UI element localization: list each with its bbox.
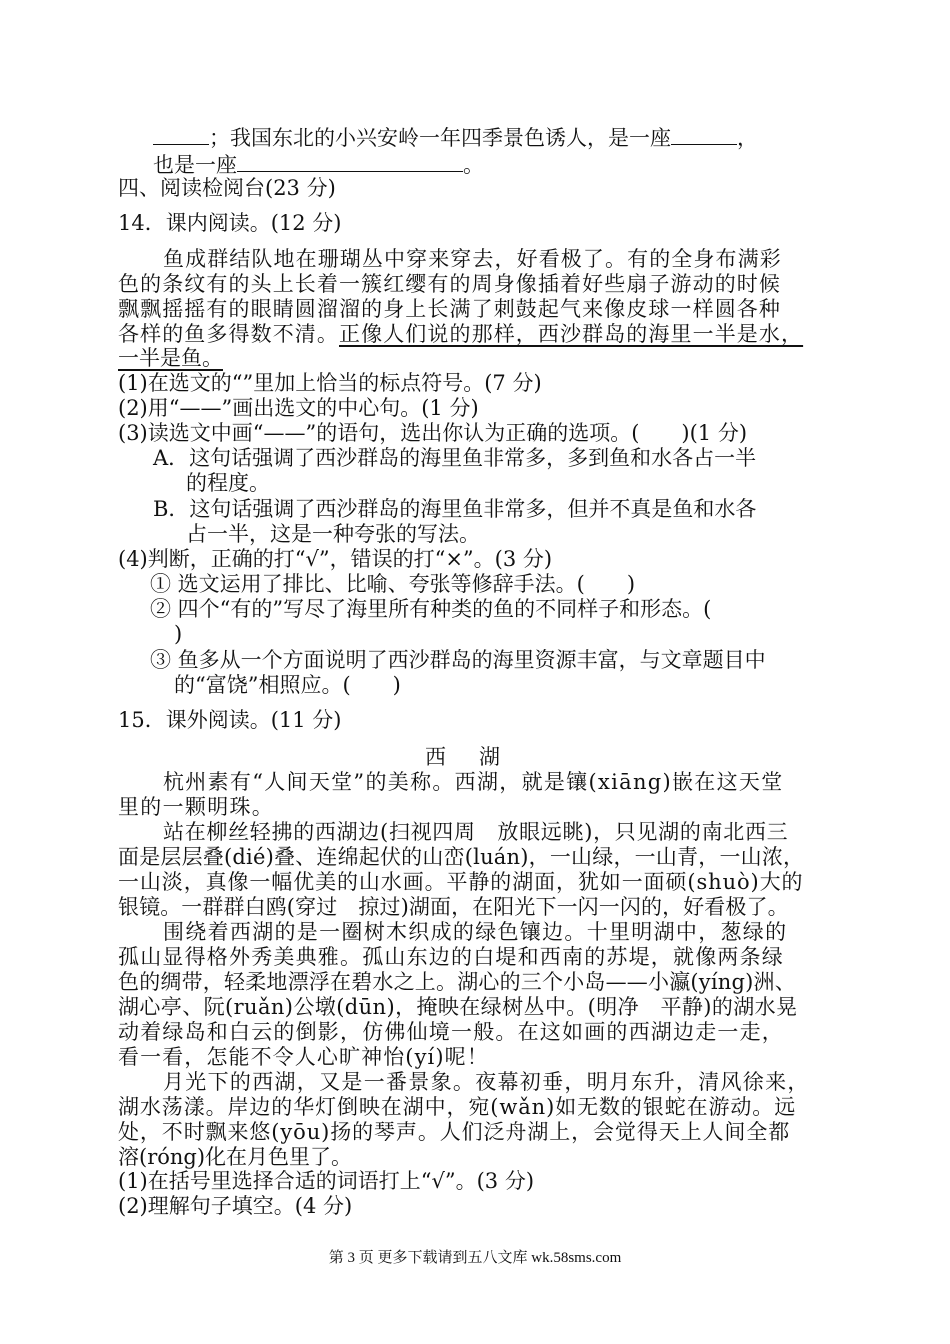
sub-question-1: (1)在选文的“”里加上恰当的标点符号。(7 分) bbox=[118, 371, 542, 395]
fill-line-1 bbox=[153, 124, 758, 150]
article-title: 西 湖 bbox=[425, 745, 506, 769]
article-line: 处，不时飘来悠(yōu)扬的琴声。人们泛舟湖上，会觉得天上人间全都 bbox=[118, 1120, 791, 1144]
judge-item-2-cont: ) bbox=[174, 622, 183, 646]
passage-line: 色的条纹有的头上长着一簇红缨有的周身像插着好些扇子游动的时候 bbox=[118, 272, 781, 296]
question-14-title: 14．课内阅读。(12 分) bbox=[118, 211, 342, 235]
answer-blank[interactable] bbox=[153, 124, 209, 145]
underlined-sentence: 一半是鱼。 bbox=[118, 346, 223, 370]
article-line: 里的一颗明珠。 bbox=[118, 795, 275, 819]
article-line: 面是层层叠(dié)叠、连绵起伏的山峦(luán)，一山绿，一山青，一山浓， bbox=[118, 845, 805, 869]
sub-question-1: (1)在括号里选择合适的词语打上“√”。(3 分) bbox=[118, 1169, 535, 1193]
option-a[interactable]: A．这句话强调了西沙群岛的海里鱼非常多，多到鱼和水各占一半 bbox=[153, 446, 757, 470]
option-a-cont: 的程度。 bbox=[186, 471, 270, 495]
article-line: 围绕着西湖的是一圈树木织成的绿色镶边。十里明湖中，葱绿的 bbox=[163, 920, 788, 944]
answer-blank[interactable] bbox=[237, 151, 463, 172]
article-line: 银镜。一群群白鸥(穿过 掠过)湖面，在阳光下一闪一闪的，好看极了。 bbox=[118, 895, 789, 919]
article-line: 动着绿岛和白云的倒影，仿佛仙境一般。在这如画的西湖边走一走， bbox=[118, 1020, 784, 1044]
judge-item-2: ② 四个“有的”写尽了海里所有种类的鱼的不同样子和形态。( bbox=[150, 597, 712, 621]
passage-line bbox=[118, 322, 803, 346]
article-line: 湖水荡漾。岸边的华灯倒映在湖中，宛(wǎn)如无数的银蛇在游动。远 bbox=[118, 1095, 797, 1119]
article-line: 溶(róng)化在月色里了。 bbox=[118, 1145, 353, 1169]
judge-item-3-cont: 的“富饶”相照应。( ) bbox=[174, 673, 401, 697]
underlined-sentence: 正像人们说的那样，西沙群岛的海里一半是水， bbox=[339, 322, 804, 346]
fill-line-2 bbox=[153, 151, 484, 177]
question-15-title: 15．课外阅读。(11 分) bbox=[118, 708, 342, 732]
fill-text: 也是一座 bbox=[153, 153, 237, 177]
sub-question-3: (3)读选文中画“——”的语句，选出你认为正确的选项。( )(1 分) bbox=[118, 421, 748, 445]
page-footer: 第 3 页 更多下载请到五八文库 wk.58sms.com bbox=[328, 1250, 622, 1266]
article-line: 站在柳丝轻拂的西湖边(扫视四周 放眼远眺)，只见湖的南北西三 bbox=[163, 820, 789, 844]
sub-question-4: (4)判断，正确的打“√”，错误的打“×”。(3 分) bbox=[118, 547, 553, 571]
passage-text: 各样的鱼多得数不清。 bbox=[118, 322, 339, 346]
section-heading: 四、阅读检阅台(23 分) bbox=[118, 176, 336, 200]
answer-blank[interactable] bbox=[671, 124, 737, 145]
fill-text: 。 bbox=[463, 153, 484, 177]
article-line: 孤山显得格外秀美典雅。孤山东边的白堤和西南的苏堤，就像两条绿 bbox=[118, 945, 784, 969]
option-b-cont: 占一半，这是一种夸张的写法。 bbox=[186, 522, 480, 546]
option-b[interactable]: B．这句话强调了西沙群岛的海里鱼非常多，但并不真是鱼和水各 bbox=[153, 497, 757, 521]
article-line: 色的绸带，轻柔地漂浮在碧水之上。湖心的三个小岛——小瀛(yíng)洲、 bbox=[118, 970, 796, 994]
passage-line: 飘飘摇摇有的眼睛圆溜溜的身上长满了刺鼓起气来像皮球一样圆各种 bbox=[118, 297, 781, 321]
article-line: 杭州素有“人间天堂”的美称。西湖，就是镶(xiāng)嵌在这天堂 bbox=[163, 770, 784, 794]
fill-text: ；我国东北的小兴安岭一年四季景色诱人，是一座 bbox=[209, 126, 671, 150]
passage-line: 鱼成群结队地在珊瑚丛中穿来穿去，好看极了。有的全身布满彩 bbox=[163, 247, 782, 271]
article-line: 一山淡，真像一幅优美的山水画。平静的湖面，犹如一面硕(shuò)大的 bbox=[118, 870, 804, 894]
fill-text: ， bbox=[737, 126, 758, 150]
article-line: 看一看，怎能不令人心旷神怡(yí)呢！ bbox=[118, 1045, 489, 1069]
judge-item-1: ① 选文运用了排比、比喻、夸张等修辞手法。( ) bbox=[150, 572, 636, 596]
article-line: 湖心亭、阮(ruǎn)公墩(dūn)，掩映在绿树丛中。(明净 平静)的湖水晃 bbox=[118, 995, 798, 1019]
sub-question-2: (2)理解句子填空。(4 分) bbox=[118, 1194, 353, 1218]
sub-question-2: (2)用“——”画出选文的中心句。(1 分) bbox=[118, 396, 479, 420]
article-line: 月光下的西湖，又是一番景象。夜幕初垂，明月东升，清风徐来， bbox=[163, 1070, 810, 1094]
judge-item-3: ③ 鱼多从一个方面说明了西沙群岛的海里资源丰富，与文章题目中 bbox=[150, 648, 766, 672]
